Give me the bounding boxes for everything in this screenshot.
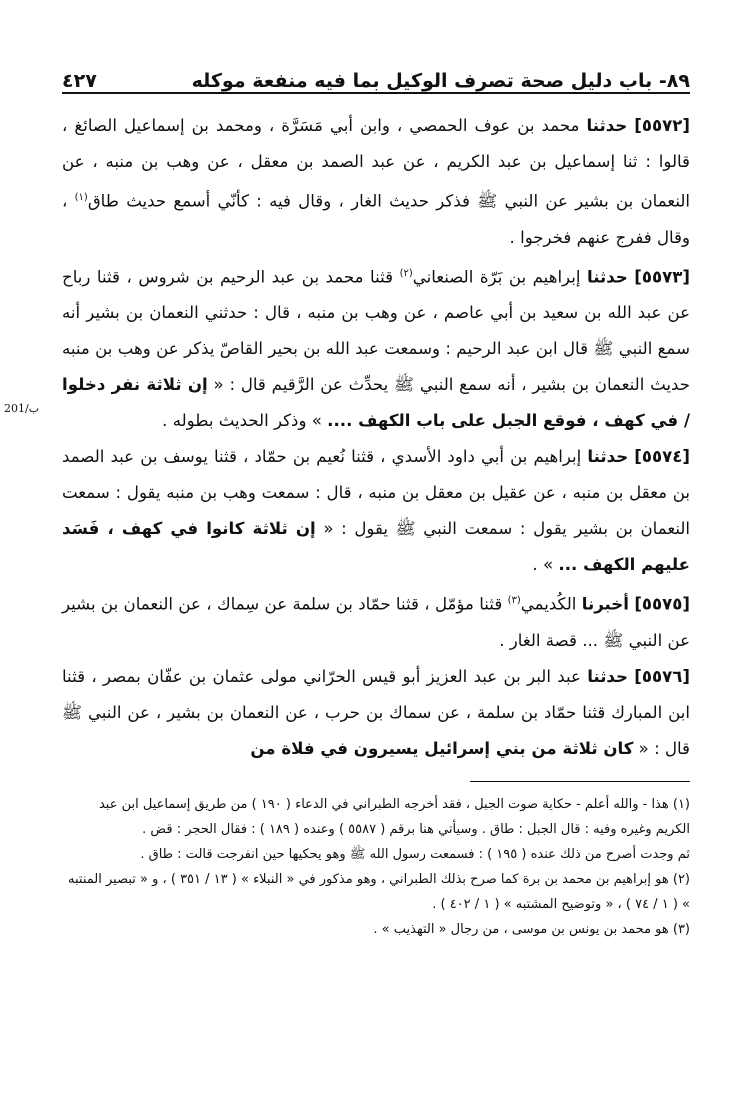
hadith-text: عبد البر بن عبد العزيز أبو قيس الحرّاني مولى عثمان بن عفّان بمصر ، قثنا ابن المبارك قثنا حمّاد بن سلمة ، عن سماك بن حرب ، عن النعمان بن بشير ، عن النبي ﷺ قال : «: [62, 666, 690, 758]
running-header: [62, 50, 690, 92]
narration-lead: أخبرنا: [581, 594, 629, 614]
hadith-text: ، وقال ففرج عنهم فخرجوا .: [62, 191, 690, 247]
footnote: (٢) هو إبراهيم بن محمد بن برة كما صرح بذلك الطبراني ، وهو مذكور في « النبلاء » ( ١٣ / ٣٥١ ) ، و « تبصير المنتبه » ( ١ / ٧٤ ) ، « وتوضيح المشتبه » ( ١ / ٤٠٢ ) .: [68, 871, 690, 912]
hadith-number: [٥٥٧٤]: [634, 447, 690, 467]
hadith-number: [٥٥٧٣]: [634, 267, 690, 287]
footnote: (٣) هو محمد بن يونس بن موسى ، من رجال « التهذيب » .: [373, 921, 690, 937]
narration-lead: حدثنا: [586, 116, 628, 135]
hadith-text: » .: [532, 555, 559, 575]
footnote-rule: [470, 781, 690, 782]
hadith-paragraph: [62, 583, 690, 659]
footnote: ثم وجدت أصرح من ذلك عنده ( ١٩٥ ) : فسمعت رسول الله ﷺ وهو يحكيها حين انفرجت قالت : طاق .: [140, 846, 690, 862]
header-rule: [62, 92, 690, 94]
footnote-ref: (٣): [507, 595, 521, 607]
hadith-paragraph: [62, 256, 690, 440]
hadith-number: [٥٥٧٦]: [634, 666, 690, 686]
narration-lead: حدثنا: [587, 666, 628, 686]
hadith-text: الكُديمي: [520, 594, 582, 614]
main-text: [62, 108, 690, 767]
hadith-text: قثنا محمد بن عبد الرحيم بن شروس ، قثنا رباح عن عبد الله بن سعيد بن أبي عاصم ، عن وهب بن منبه ، قال : حدثني النعمان بن بشير أنه سمع النبي ﷺ قال ابن عبد الرحيم : وسمعت عبد الله بن بحير القاصّ يذكر عن وهب بن منبه حديث النعمان بن بشير ، أنه سمع النبي ﷺ يحدِّث عن الرَّقيم قال : «: [62, 267, 690, 395]
hadith-quote: إن ثلاثة نفر دخلوا / في كهف ، فوقع الجبل على باب الكهف ....: [62, 375, 690, 431]
margin-note: 201/ب: [4, 402, 40, 415]
hadith-text: » وذكر الحديث بطوله .: [162, 411, 328, 431]
hadith-quote: إن ثلاثة كانوا في كهف ، فَسَد عليهم الكهف ...: [62, 519, 690, 575]
page-number: ٤٢٧: [62, 70, 97, 92]
hadith-quote: كان ثلاثة من بني إسرائيل يسيرون في فلاة من: [250, 738, 634, 758]
hadith-paragraph: [62, 659, 690, 767]
footnote: (١) هذا - والله أعلم - حكاية صوت الجبل ، فقد أخرجه الطبراني في الدعاء ( ١٩٠ ) من طريق إسماعيل ابن عبد الكريم وغيره وفيه : قال الجبل : طاق . وسيأتي هنا برقم ( ٥٥٨٧ ) وعنده ( ١٨٩ ) : فقال الحجر : قض .: [98, 796, 690, 837]
narration-lead: حدثنا: [586, 267, 628, 287]
narration-lead: حدثنا: [587, 447, 629, 467]
footnotes: [62, 792, 690, 942]
hadith-text: إبراهيم بن بَرّة الصنعاني: [412, 267, 587, 287]
hadith-text: إبراهيم بن أبي داود الأسدي ، قثنا نُعيم بن حمّاد ، قثنا يوسف بن عبد الصمد بن معقل بن منبه ، عن عقيل بن معقل بن منبه ، قال : سمعت وهب بن منبه يقول : سمعت النعمان بن بشير يقول : سمعت النبي ﷺ يقول : «: [62, 447, 691, 539]
hadith-text: محمد بن عوف الحمصي ، وابن أبي مَسَرَّة ، ومحمد بن إسماعيل الصائغ ، قالوا : ثنا إسماعيل بن عبد الكريم ، عن عبد الصمد بن معقل ، عن وهب بن منبه ، عن النعمان بن بشير عن النبي ﷺ فذكر حديث الغار ، وقال فيه : كأنّي أسمع حديث طاق: [62, 116, 690, 211]
hadith-paragraph: [62, 439, 690, 583]
chapter-title: ٨٩- باب دليل صحة تصرف الوكيل بما فيه منفعة موكله: [191, 70, 690, 92]
footnote-ref: (٢): [399, 267, 413, 279]
hadith-text: قثنا مؤمّل ، قثنا حمّاد بن سلمة عن سِماك ، عن النعمان بن بشير عن النبي ﷺ ... قصة الغار .: [62, 594, 690, 650]
footnote-ref: (١): [74, 192, 88, 203]
page: [4, 50, 691, 942]
hadith-number: [٥٥٧٢]: [634, 116, 690, 135]
hadith-paragraph: [62, 108, 690, 256]
hadith-number: [٥٥٧٥]: [634, 594, 691, 614]
